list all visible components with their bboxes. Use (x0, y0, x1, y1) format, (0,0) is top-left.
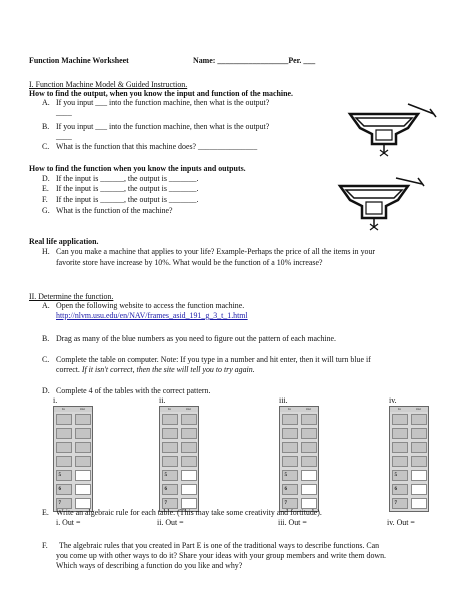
section-1-heading: I. Function Machine Model & Guided Instruction. (29, 80, 188, 89)
output-cell[interactable] (301, 442, 317, 453)
output-cell[interactable] (181, 484, 197, 495)
item-2a-text: Open the following website to access the function machine. (56, 301, 245, 310)
table-header (280, 407, 318, 412)
output-cell[interactable] (301, 456, 317, 467)
table-row (54, 454, 92, 468)
output-cell[interactable] (301, 414, 317, 425)
section-2-heading: II. Determine the function. (29, 292, 114, 301)
item-e-letter: E. (42, 184, 49, 193)
item-2c-line2-italic: If it isn't correct, then the site will tell you to try again. (81, 365, 255, 374)
item-a-answer-blank[interactable]: ____ (56, 108, 72, 117)
rule-out-field[interactable]: iii. Out = (278, 518, 307, 527)
subheading-find-output: How to find the output, when you know the input and function of the machine. (29, 89, 293, 98)
item-2c-line2-plain: correct. (56, 365, 82, 374)
item-a-text: If you input ___ into the function machine, then what is the output? (56, 98, 270, 107)
nlvm-link[interactable]: http://nlvm.usu.edu/en/NAV/frames_asid_191_g_3_t_1.html (56, 311, 248, 320)
input-cell[interactable] (282, 428, 298, 439)
table-row (280, 482, 318, 496)
input-cell[interactable] (392, 442, 408, 453)
input-cell[interactable] (282, 456, 298, 467)
table-row (390, 497, 428, 511)
table-header (160, 407, 198, 412)
input-cell[interactable] (56, 414, 72, 425)
rule-out-field[interactable]: iv. Out = (387, 518, 415, 527)
table-row (280, 440, 318, 454)
item-2c-line1: Complete the table on computer. Note: If you type in a number and hit enter, then it will turn blue if (56, 355, 371, 364)
function-table (53, 406, 93, 512)
rule-out-field[interactable]: i. Out = (56, 518, 81, 527)
item-2c-line2 (56, 365, 255, 375)
item-c-text: What is the function that this machine does? _______________ (56, 142, 258, 151)
output-cell[interactable] (181, 456, 197, 467)
table-row (54, 468, 92, 482)
output-cell[interactable] (181, 428, 197, 439)
output-cell[interactable] (301, 470, 317, 481)
function-table (279, 406, 319, 512)
input-cell[interactable]: 6 (392, 484, 408, 495)
item-2b-text: Drag as many of the blue numbers as you need to figure out the pattern of each machine. (56, 334, 337, 343)
table-row (160, 468, 198, 482)
column-out-header: Out (305, 407, 312, 411)
output-cell[interactable] (301, 484, 317, 495)
table-row (280, 412, 318, 426)
output-cell[interactable] (411, 456, 427, 467)
column-in-header: In (398, 407, 401, 411)
input-cell[interactable] (162, 456, 178, 467)
output-cell[interactable] (75, 442, 91, 453)
output-cell[interactable] (411, 442, 427, 453)
table-row (390, 440, 428, 454)
input-cell[interactable]: 6 (56, 484, 72, 495)
item-f-letter: F. (42, 195, 48, 204)
subheading-real-life: Real life application. (29, 237, 99, 246)
table-row (280, 454, 318, 468)
output-cell[interactable] (181, 414, 197, 425)
table-label: ii. (159, 396, 166, 405)
table-row (160, 440, 198, 454)
item-2b-letter: B. (42, 334, 50, 343)
column-in-header: In (168, 407, 171, 411)
column-out-header: Out (79, 407, 86, 411)
output-cell[interactable] (411, 428, 427, 439)
output-cell[interactable] (75, 428, 91, 439)
item-d-letter: D. (42, 174, 50, 183)
worksheet-title: Function Machine Worksheet (29, 56, 129, 65)
table-row (390, 468, 428, 482)
item-h-line1: Can you make a machine that applies to your life? Example-Perhaps the price of all the items in your (56, 247, 376, 256)
item-f-text: If the input is ______, the output is _______. (56, 195, 199, 204)
item-h-line2: favorite store have increase by 10%. What would be the function of a 10% increase? (56, 258, 323, 267)
input-cell[interactable] (282, 414, 298, 425)
output-cell[interactable] (411, 470, 427, 481)
output-cell[interactable] (75, 456, 91, 467)
output-cell[interactable] (411, 498, 427, 509)
input-cell[interactable] (392, 414, 408, 425)
input-cell[interactable]: 5 (56, 470, 72, 481)
item-2c-letter: C. (42, 355, 50, 364)
item-2e-letter: E. (42, 508, 49, 517)
function-machine-icon (346, 100, 438, 160)
input-cell[interactable]: 6 (282, 484, 298, 495)
item-2a-letter: A. (42, 301, 50, 310)
output-cell[interactable] (75, 414, 91, 425)
subheading-find-function: How to find the function when you know the inputs and outputs. (29, 164, 246, 173)
rule-out-field[interactable]: ii. Out = (157, 518, 184, 527)
item-a-letter: A. (42, 98, 50, 107)
item-g-text: What is the function of the machine? (56, 206, 173, 215)
item-2f-line3: Which ways of describing a function do you like and why? (56, 561, 243, 570)
input-cell[interactable]: 6 (162, 484, 178, 495)
input-cell[interactable]: 7 (56, 498, 72, 509)
table-row (160, 454, 198, 468)
name-period-field[interactable]: Name: __________________Per. ___ (193, 56, 316, 65)
item-2d-letter: D. (42, 386, 50, 395)
item-d-text: If the input is ______, the output is _______. (56, 174, 199, 183)
output-cell[interactable] (411, 484, 427, 495)
table-row (280, 426, 318, 440)
input-cell[interactable] (392, 428, 408, 439)
function-machine-icon (336, 172, 428, 234)
table-row (390, 412, 428, 426)
input-cell[interactable]: 7 (282, 498, 298, 509)
table-row (160, 482, 198, 496)
table-row (54, 440, 92, 454)
table-row (54, 482, 92, 496)
item-2f-letter: F. (42, 541, 48, 550)
item-2f-line2: you come up with other ways to do it? Share your ideas with your group members and write them down. (56, 551, 387, 560)
item-c-letter: C. (42, 142, 50, 151)
input-cell[interactable] (162, 442, 178, 453)
output-cell[interactable] (181, 442, 197, 453)
table-label: iv. (389, 396, 397, 405)
input-cell[interactable]: 5 (282, 470, 298, 481)
table-label: i. (53, 396, 58, 405)
function-table (159, 406, 199, 512)
table-row (54, 412, 92, 426)
table-row (390, 426, 428, 440)
output-cell[interactable] (181, 470, 197, 481)
table-row (390, 482, 428, 496)
table-label: iii. (279, 396, 288, 405)
table-row (390, 454, 428, 468)
column-in-header: In (288, 407, 291, 411)
item-b-letter: B. (42, 122, 50, 131)
input-cell[interactable]: 5 (392, 470, 408, 481)
column-out-header: Out (415, 407, 422, 411)
input-cell[interactable]: 5 (162, 470, 178, 481)
output-cell[interactable] (411, 414, 427, 425)
table-header (54, 407, 92, 412)
table-row (160, 412, 198, 426)
table-row (54, 426, 92, 440)
input-cell[interactable]: 7 (392, 498, 408, 509)
item-b-answer-blank[interactable]: ____ (56, 132, 72, 141)
item-2e-text: Write an algebraic rule for each table. (This may take some creativity and fortitude). (56, 508, 322, 517)
item-b-text: If you input ___ into the function machine, then what is the output? (56, 122, 270, 131)
item-2d-text: Complete 4 of the tables with the correct pattern. (56, 386, 211, 395)
input-cell[interactable]: 7 (162, 498, 178, 509)
column-in-header: In (62, 407, 65, 411)
input-cell[interactable] (162, 428, 178, 439)
input-cell[interactable] (282, 442, 298, 453)
input-cell[interactable] (56, 428, 72, 439)
column-out-header: Out (185, 407, 192, 411)
output-cell[interactable] (75, 484, 91, 495)
input-cell[interactable] (392, 456, 408, 467)
table-header (390, 407, 428, 412)
input-cell[interactable] (56, 456, 72, 467)
output-cell[interactable] (75, 470, 91, 481)
output-cell[interactable] (301, 428, 317, 439)
input-cell[interactable] (162, 414, 178, 425)
item-2f-line1: The algebraic rules that you created in Part E is one of the traditional ways to describe functions. Can (59, 541, 380, 550)
function-table (389, 406, 429, 512)
input-cell[interactable] (56, 442, 72, 453)
table-row (160, 426, 198, 440)
item-e-text: If the input is ______, the output is _______. (56, 184, 199, 193)
item-h-letter: H. (42, 247, 50, 256)
table-row (280, 468, 318, 482)
item-g-letter: G. (42, 206, 50, 215)
